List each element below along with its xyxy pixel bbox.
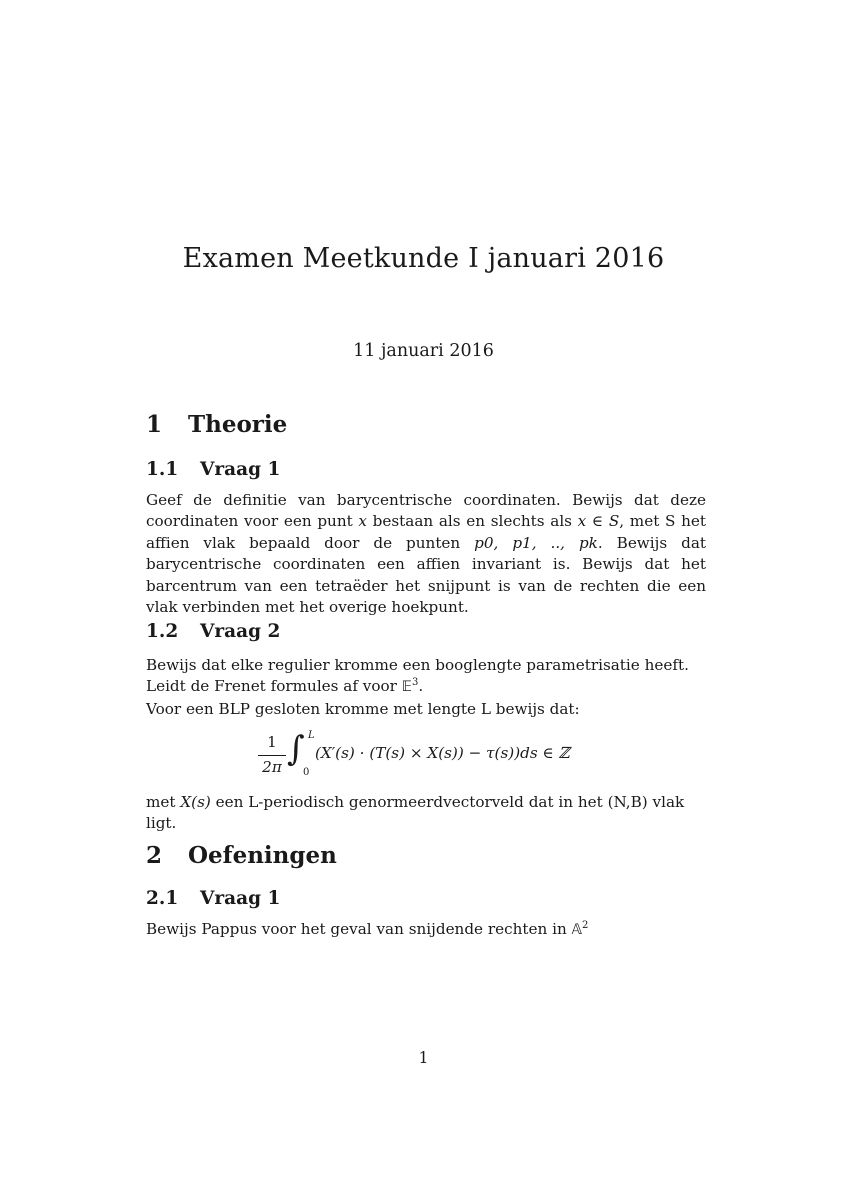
fraction-numerator: 1 xyxy=(267,733,277,751)
fraction-bar xyxy=(258,755,286,756)
math-E: 𝔼 xyxy=(401,679,412,696)
fraction-denominator: 2π xyxy=(262,758,282,776)
section-heading-oefeningen xyxy=(146,842,337,869)
text-line: Voor een BLP gesloten kromme met lengte L bewijs dat: xyxy=(146,699,580,718)
math-superscript: 2 xyxy=(581,919,589,931)
integral-lower-limit: 0 xyxy=(303,767,310,778)
math-x-in-s: x ∈ S xyxy=(577,512,620,531)
question-2-1-text xyxy=(146,919,706,941)
section-title: Oefeningen xyxy=(188,842,337,869)
section-number: 1 xyxy=(146,411,163,438)
integral-formula xyxy=(258,729,598,783)
integrand: (X′(s) · (T(s) × X(s)) − τ(s))ds ∈ ℤ xyxy=(315,744,570,762)
subsection-number: 2.1 xyxy=(146,888,179,909)
math-points: p0, p1, .., pk xyxy=(474,533,598,552)
math-X-s: X(s) xyxy=(180,793,211,811)
text-line: Bewijs dat elke regulier kromme een booglengte parametrisatie heeft. xyxy=(146,656,689,674)
subsection-heading-2-1 xyxy=(146,888,280,909)
subsection-title: Vraag 1 xyxy=(200,459,281,480)
text-run: . Bewijs dat barycentrische coordinaten een affien invariant is. Bewijs dat het barcentrum van een tetraëder het snijpunt is van de rechten die een vlak verbinden met het overige hoekpunt. xyxy=(146,533,707,617)
text-line xyxy=(146,676,706,698)
question-1-1-text xyxy=(146,490,706,618)
question-1-2-conclusion xyxy=(146,792,706,835)
text-run: . xyxy=(418,677,424,696)
subsection-title: Vraag 1 xyxy=(200,888,281,909)
math-A: 𝔸 xyxy=(571,922,582,938)
subsection-number: 1.2 xyxy=(146,621,179,642)
fraction xyxy=(258,733,286,776)
text-run: , met S het affien vlak bepaald door de punten xyxy=(146,512,706,552)
text-run: Bewijs Pappus voor het geval van snijdende rechten in xyxy=(146,920,572,938)
integral-sign: ∫ xyxy=(287,729,305,769)
document-title: Examen Meetkunde I januari 2016 xyxy=(182,243,665,274)
math-superscript: 3 xyxy=(411,677,419,689)
document-date: 11 januari 2016 xyxy=(353,341,494,361)
subsection-heading-1-1 xyxy=(146,459,280,480)
text-run: bestaan als en slechts als xyxy=(366,512,578,531)
text-run: Geef de definitie van barycentrische coordinaten. Bewijs dat deze coordinaten voor een punt xyxy=(146,491,706,531)
subsection-heading-1-2 xyxy=(146,621,280,642)
text-run: met xyxy=(146,793,181,811)
page-number: 1 xyxy=(418,1049,429,1067)
section-heading-theorie xyxy=(146,411,287,438)
math-x: x xyxy=(358,512,367,531)
text-run: een L-periodisch genormeerdvectorveld dat in het (N,B) vlak ligt. xyxy=(146,793,685,833)
section-title: Theorie xyxy=(188,411,288,438)
section-number: 2 xyxy=(146,842,163,869)
subsection-number: 1.1 xyxy=(146,459,179,480)
integral-upper-limit: L xyxy=(308,730,315,741)
text-run: Leidt de Frenet formules af voor xyxy=(146,677,402,696)
subsection-title: Vraag 2 xyxy=(200,621,281,642)
question-1-2-text xyxy=(146,655,706,720)
